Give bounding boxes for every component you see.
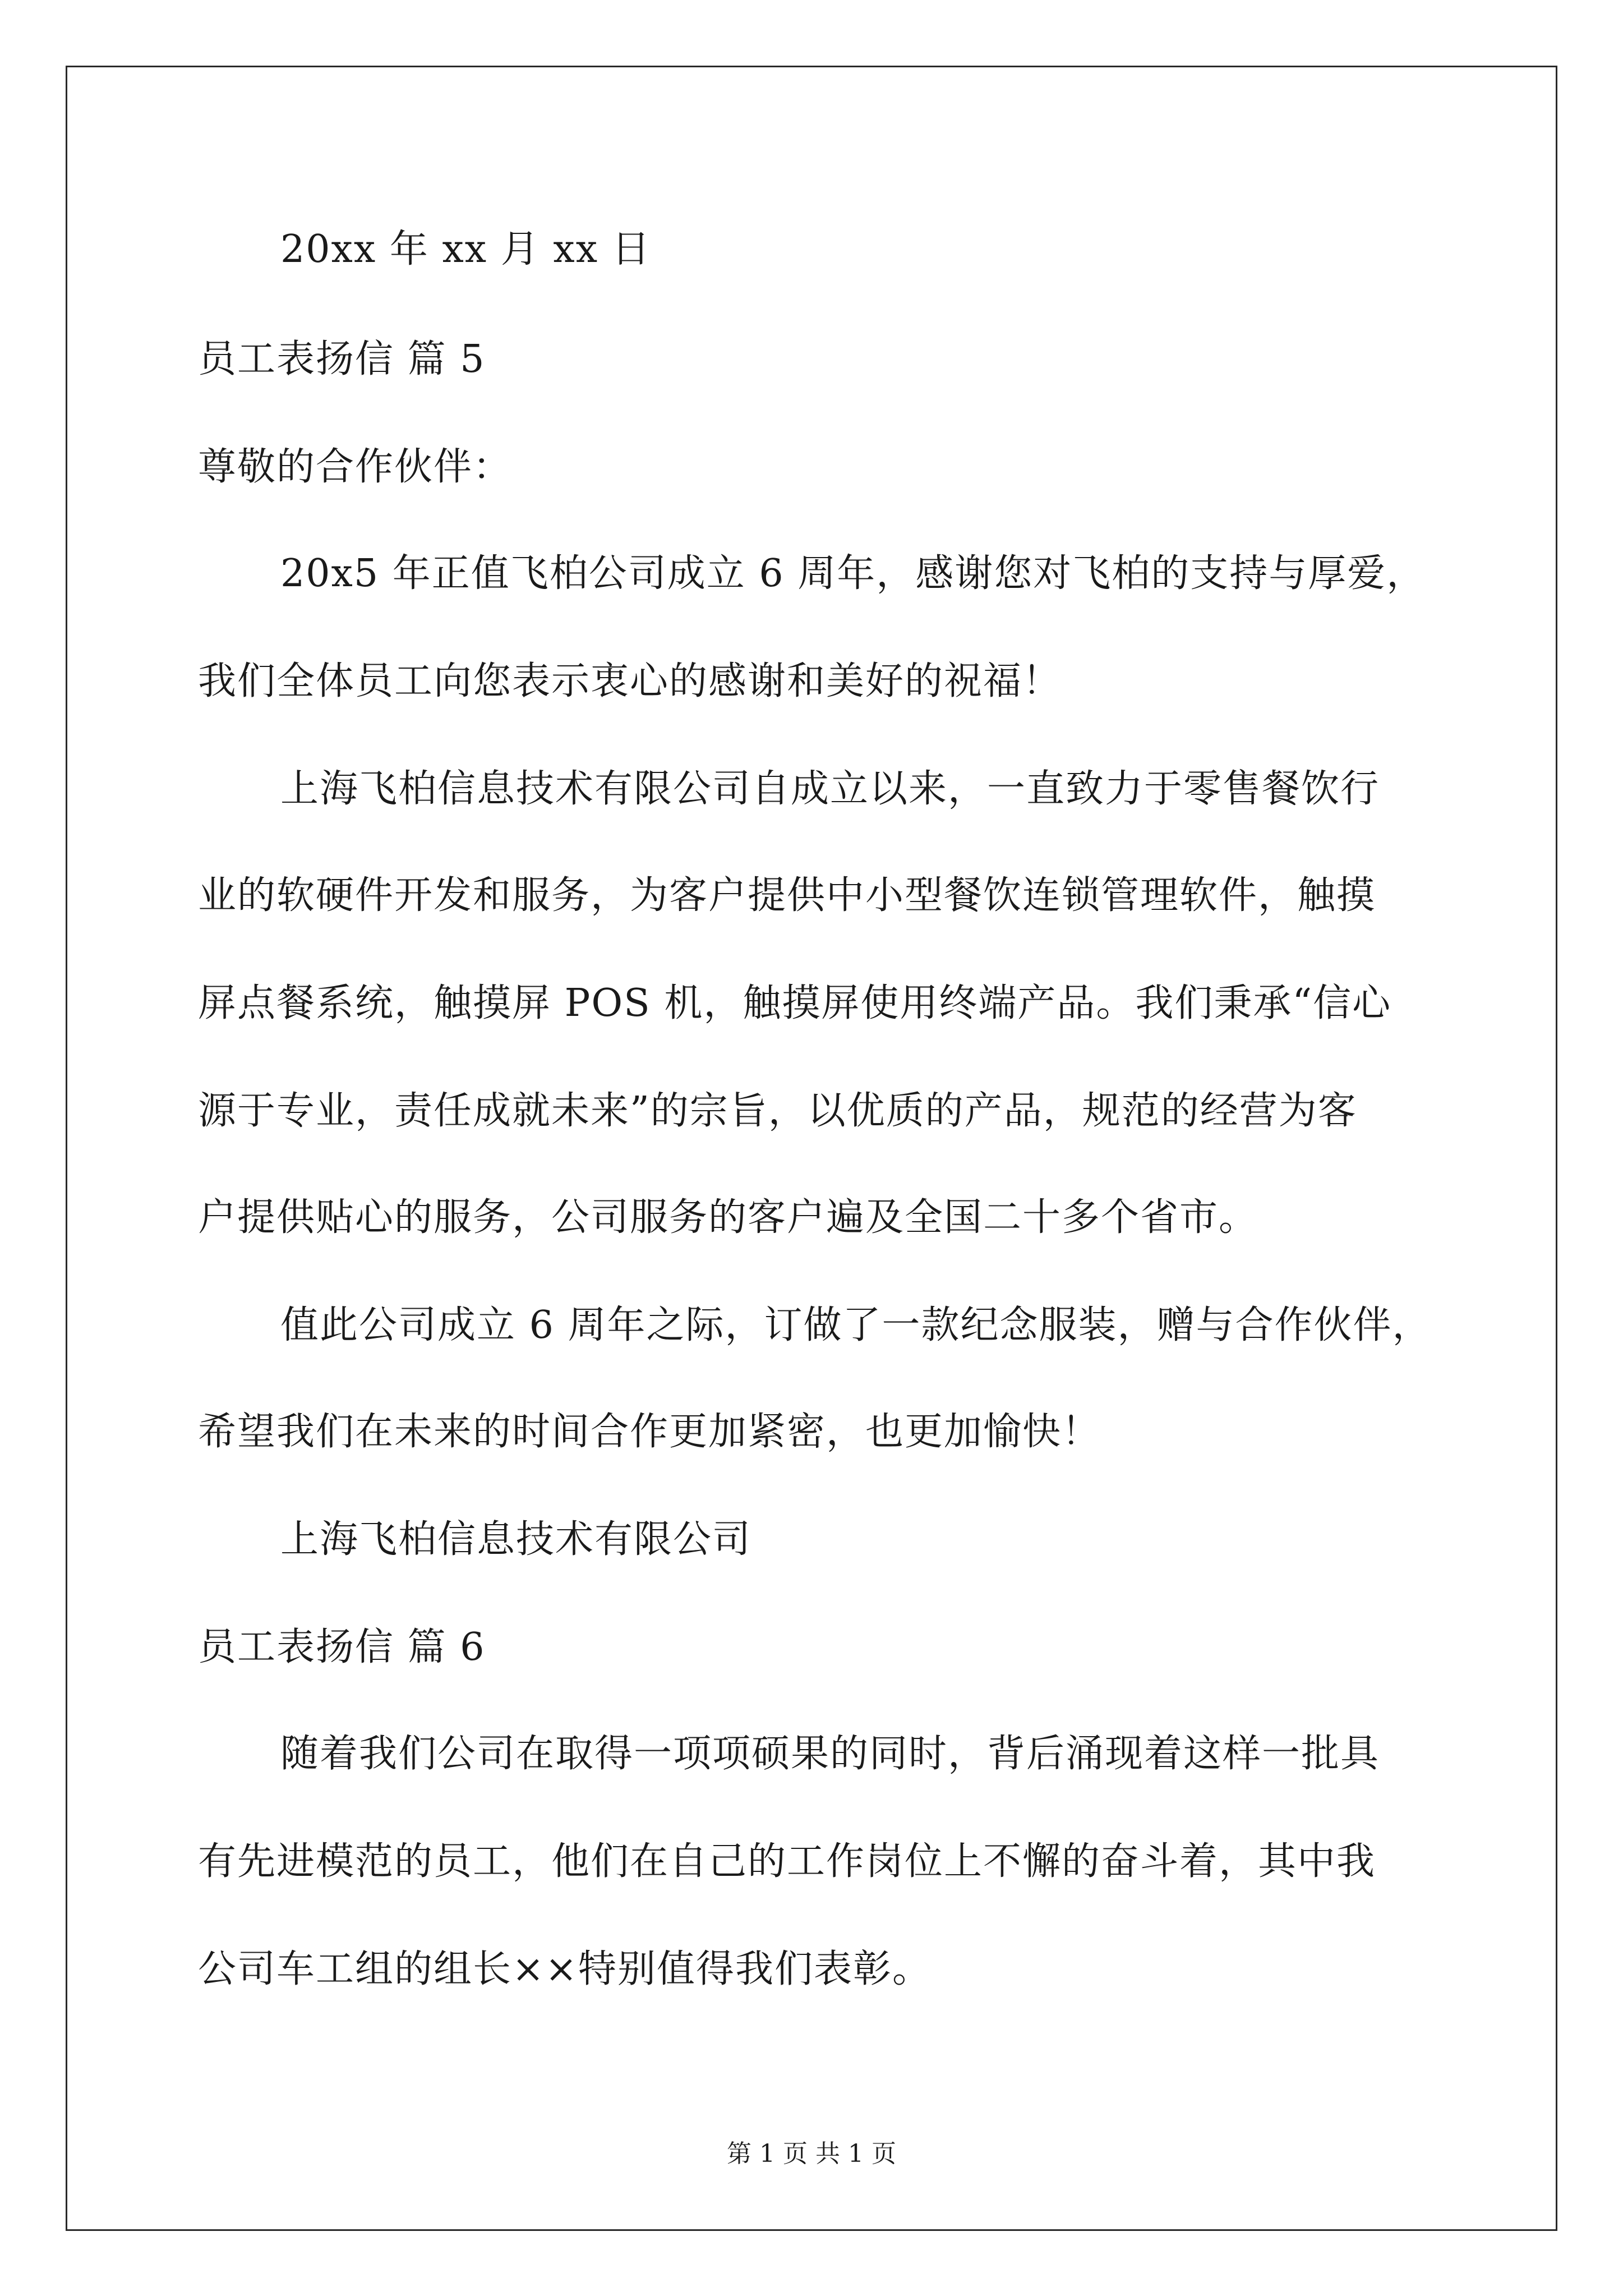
section-heading-6: 员工表扬信 篇 6	[198, 1625, 486, 1669]
paragraph-line: 希望我们在未来的时间合作更加紧密，也更加愉快！	[198, 1410, 1101, 1454]
paragraph-line: 上海飞柏信息技术有限公司自成立以来，一直致力于零售餐饮行	[280, 767, 1380, 811]
paragraph-line: 屏点餐系统，触摸屏 POS 机，触摸屏使用终端产品。我们秉承“信心	[198, 981, 1392, 1025]
paragraph-line: 户提供贴心的服务，公司服务的客户遍及全国二十多个省市。	[198, 1195, 1258, 1240]
paragraph-line: 公司车工组的组长××特别值得我们表彰。	[198, 1947, 932, 1991]
date-line: 20xx 年 xx 月 xx 日	[280, 227, 651, 272]
paragraph-line: 业的软硬件开发和服务，为客户提供中小型餐饮连锁管理软件，触摸	[198, 873, 1376, 918]
paragraph-line: 有先进模范的员工，他们在自己的工作岗位上不懈的奋斗着，其中我	[198, 1839, 1376, 1884]
signature-company: 上海飞柏信息技术有限公司	[280, 1517, 752, 1562]
paragraph-line: 值此公司成立 6 周年之际，订做了一款纪念服装，赠与合作伙伴，	[280, 1303, 1432, 1347]
paragraph-line: 源于专业，责任成就未来”的宗旨，以优质的产品，规范的经营为客	[198, 1089, 1357, 1133]
paragraph-line: 随着我们公司在取得一项项硕果的同时，背后涌现着这样一批具	[280, 1732, 1380, 1776]
page-number-footer: 第 1 页 共 1 页	[727, 2139, 896, 2168]
paragraph-line: 我们全体员工向您表示衷心的感谢和美好的祝福！	[198, 659, 1062, 703]
paragraph-line: 20x5 年正值飞柏公司成立 6 周年，感谢您对飞柏的支持与厚爱，	[280, 551, 1426, 596]
salutation: 尊敬的合作伙伴：	[198, 445, 513, 489]
section-heading-5: 员工表扬信 篇 5	[198, 337, 486, 381]
page-border	[66, 66, 1557, 2231]
